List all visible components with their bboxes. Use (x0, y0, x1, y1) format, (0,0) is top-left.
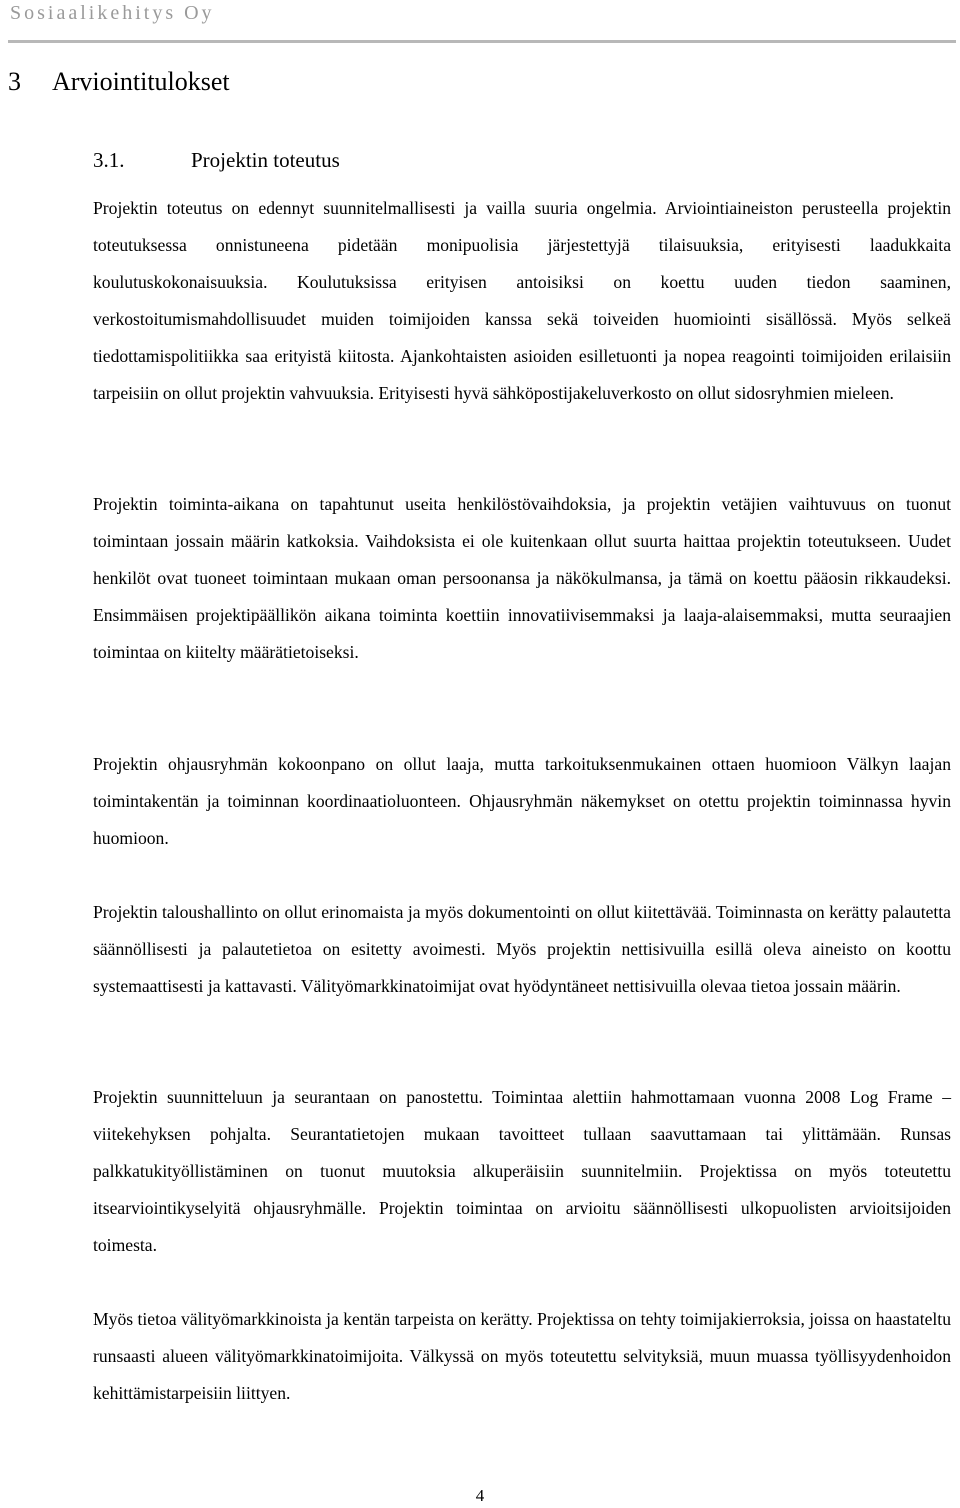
running-header-organization: Sosiaalikehitys Oy (10, 2, 215, 24)
paragraph-financial-management: Projektin taloushallinto on ollut erinomaista ja myös dokumentointi on ollut kiitettävää. Toiminnasta on kerätty palautetta säännöllisesti ja palautetietoa on esitetty avoimesti. Myös projektin nettisivuilla esillä oleva aineisto on koottu systemaattisesti ja kattavasti. Välityömarkkinatoimijat ovat hyödyntäneet nettisivuilla olevaa tietoa jossain määrin. (93, 902, 951, 996)
header-divider (8, 40, 956, 43)
page-number: 4 (475, 1486, 485, 1505)
chapter-number: 3 (8, 67, 21, 96)
paragraph-staff-changes: Projektin toiminta-aikana on tapahtunut useita henkilöstövaihdoksia, ja projektin vetäjien vaihtuvuus on tuonut toimintaan jossain määrin katkoksia. Vaihdoksista ei ole kuitenkaan ollut suurta haittaa projektin toteutukseen. Uudet henkilöt ovat tuoneet toimintaan mukaan oman persoonansa ja näkökulmansa, ja tämä on koettu pääosin rikkaudeksi. Ensimmäisen projektipäällikön aikana toiminta koettiin innovatiivisemmaksi ja laaja-alaisemmaksi, mutta seuraajien toimintaa on kiitelty määrätietoiseksi. (93, 494, 951, 662)
paragraph-planning-monitoring: Projektin suunnitteluun ja seurantaan on panostettu. Toimintaa alettiin hahmottamaan vuonna 2008 Log Frame –viitekehyksen pohjalta. Seurantatietojen mukaan tavoitteet tullaan saavuttamaan tai ylittämään. Runsas palkkatukityöllistäminen on tuonut muutoksia alkuperäisiin suunnitelmiin. Projektissa on myös toteutettu itsearviointikyselyitä ohjausryhmälle. Projektin toimintaa on arvioitu säännöllisesti ulkopuolisten arvioitsijoiden toimesta. (93, 1087, 951, 1255)
section-number: 3.1. (93, 148, 125, 172)
section-heading (93, 146, 340, 174)
paragraph-information-gathering: Myös tietoa välityömarkkinoista ja kentän tarpeista on kerätty. Projektissa on tehty toimijakierroksia, joissa on haastateltu runsaasti alueen välityömarkkinatoimijoita. Välkyssä on myös toteutettu selvityksiä, muun muassa työllisyydenhoidon kehittämistarpeisiin liittyen. (93, 1309, 951, 1403)
paragraph-steering-group: Projektin ohjausryhmän kokoonpano on ollut laaja, mutta tarkoituksenmukainen ottaen huomioon Välkyn laajan toimintakentän ja toiminnan koordinaatioluonteen. Ohjausryhmän näkemykset on otettu projektin toiminnassa hyvin huomioon. (93, 754, 951, 848)
section-title: Projektin toteutus (191, 148, 340, 172)
chapter-title: Arviointitulokset (52, 67, 230, 96)
chapter-heading (8, 66, 230, 98)
paragraph-implementation: Projektin toteutus on edennyt suunnitelmallisesti ja vailla suuria ongelmia. Arviointiaineiston perusteella projektin toteutuksessa onnistuneena pidetään monipuolisia järjestettyjä tilaisuuksia, erityisesti laadukkaita koulutuskokonaisuuksia. Koulutuksissa erityisen antoisiksi on koettu uuden tiedon saaminen, verkostoitumismahdollisuudet muiden toimijoiden kanssa sekä toiveiden huomiointi sisällössä. Myös selkeä tiedottamispolitiikka saa erityistä kiitosta. Ajankohtaisten asioiden esilletuonti ja nopea reagointi toimijoiden erilaisiin tarpeisiin on ollut projektin vahvuuksia. Erityisesti hyvä sähköpostijakeluverkosto on ollut sidosryhmien mieleen. (93, 198, 951, 403)
